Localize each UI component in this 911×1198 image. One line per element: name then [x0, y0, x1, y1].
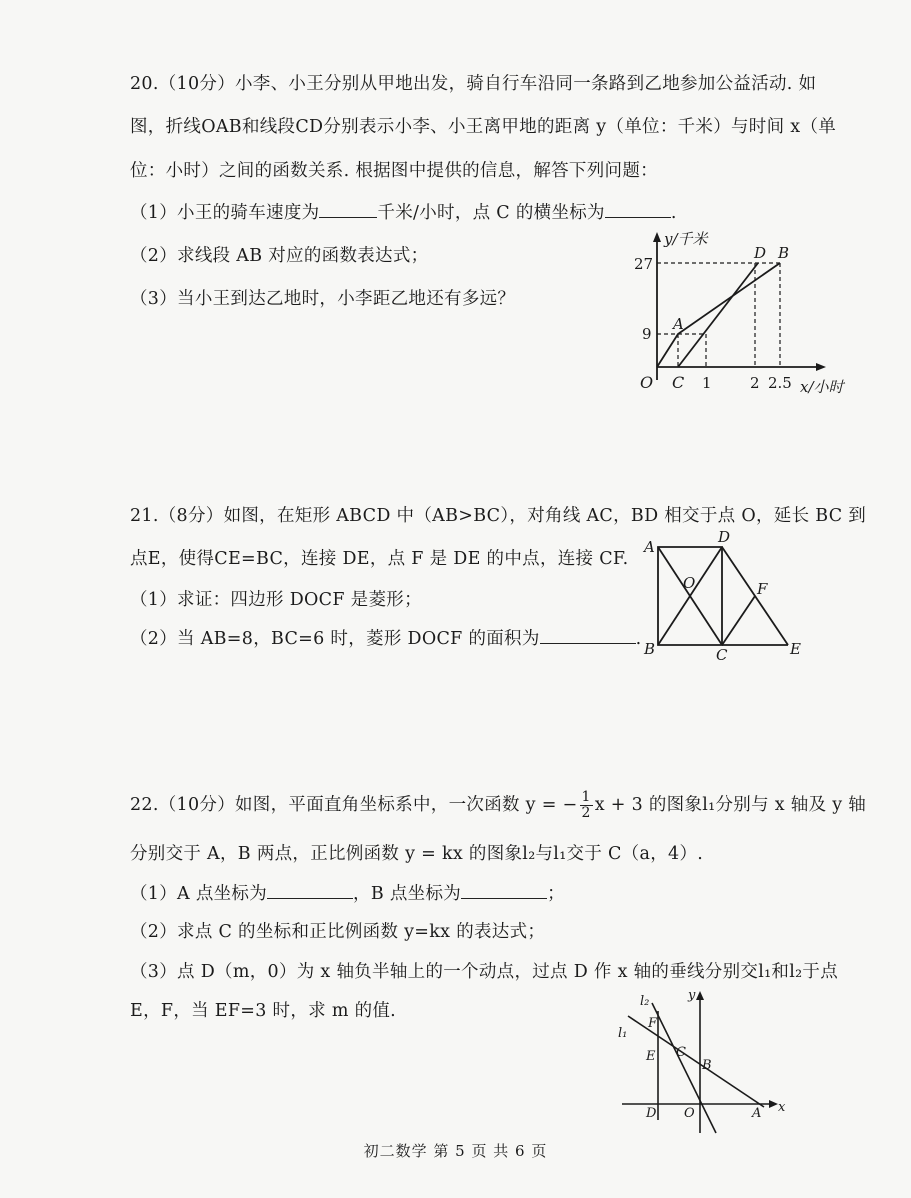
q22-line-1-text-a: 22.（10分）如图，平面直角坐标系中，一次函数 y = − — [130, 795, 578, 815]
q22-fraction — [580, 790, 593, 821]
q22-x-arrow-icon — [769, 1100, 778, 1108]
q22-fraction-den: 2 — [581, 805, 591, 821]
q22-part-3-line-2: E，F，当 EF=3 时，求 m 的值. — [130, 1001, 397, 1021]
q22-part-2: （2）求点 C 的坐标和正比例函数 y=kx 的表达式； — [130, 922, 546, 942]
q20-part-1-text-b: 千米/小时，点 C 的横坐标为 — [377, 203, 605, 223]
q22-part-1-text-b: ，B 点坐标为 — [353, 884, 462, 904]
q20-segment-cd — [678, 263, 758, 367]
q20-part-3: （3）当小王到达乙地时，小李距乙地还有多远？ — [130, 289, 516, 309]
q22-label-l2: l₂ — [640, 994, 650, 1009]
q21-part-2-text-b: . — [635, 629, 642, 649]
q20-label-a: A — [673, 315, 684, 333]
q20-part-2: （2）求线段 AB 对应的函数表达式； — [130, 246, 429, 266]
q21-part-2-text-a: （2）当 AB=8，BC=6 时，菱形 DOCF 的面积为 — [130, 629, 540, 649]
q20-tick-1: 1 — [702, 374, 712, 392]
q22-line-1-text-b: x + 3 的图象l₁分别与 x 轴及 y 轴 — [594, 795, 867, 815]
q20-part-1-text-a: （1）小王的骑车速度为 — [130, 203, 320, 223]
q22-part-3-line-1: （3）点 D（m，0）为 x 轴负半轴上的一个动点，过点 D 作 x 轴的垂线分别交l₁和l₂于点 — [130, 962, 839, 982]
q21-line-1: 21.（8分）如图，在矩形 ABCD 中（AB>BC），对角线 AC，BD 相交于点 O，延长 BC 到 — [130, 506, 867, 526]
q20-label-d: D — [754, 244, 767, 262]
q20-line-1: 20.（10分）小李、小王分别从甲地出发，骑自行车沿同一条路到乙地参加公益活动. 如 — [130, 74, 817, 94]
q20-line-3: 位：小时）之间的函数关系. 根据图中提供的信息，解答下列问题： — [130, 161, 658, 181]
q22-label-x: x — [778, 1100, 786, 1115]
q21-figure — [640, 528, 810, 664]
q20-x-axis-label: x/小时 — [800, 378, 844, 396]
q20-y-arrow-icon — [653, 232, 661, 242]
q20-x-arrow-icon — [816, 363, 826, 371]
q22-label-c: C — [676, 1045, 686, 1060]
q21-label-o: O — [683, 574, 696, 592]
q22-label-y: y — [688, 988, 696, 1003]
q22-y-arrow-icon — [696, 991, 704, 1000]
q22-fraction-num: 1 — [581, 789, 591, 805]
q22-label-f: F — [648, 1016, 658, 1031]
q22-label-d: D — [646, 1106, 657, 1121]
q22-figure — [612, 985, 802, 1135]
q22-label-b: B — [702, 1058, 712, 1073]
q20-graph — [630, 230, 860, 410]
q22-line-1 — [130, 790, 866, 821]
page-footer: 初二数学 第 5 页 共 6 页 — [363, 1142, 548, 1160]
q20-answer-blank-c[interactable] — [605, 199, 671, 218]
q22-label-o: O — [684, 1106, 695, 1121]
q20-tick-9: 9 — [642, 325, 652, 343]
q20-label-b: B — [778, 244, 790, 262]
q21-segment-cf — [722, 596, 755, 645]
q21-part-2 — [130, 625, 642, 650]
q21-label-c: C — [716, 646, 728, 664]
q21-label-d: D — [718, 528, 731, 546]
q21-label-b: B — [644, 640, 656, 658]
q20-line-2: 图，折线OAB和线段CD分别表示小李、小王离甲地的距离 y（单位：千米）与时间 x（单 — [130, 117, 837, 137]
q21-answer-blank-area[interactable] — [540, 625, 636, 644]
q20-label-o: O — [640, 373, 654, 392]
q21-label-a: A — [644, 538, 655, 556]
q20-tick-25: 2.5 — [768, 374, 792, 392]
q20-y-axis-label: y/千米 — [664, 230, 708, 248]
q22-answer-blank-b[interactable] — [461, 880, 547, 899]
q20-tick-27: 27 — [634, 255, 654, 273]
q20-part-1-text-c: . — [670, 203, 677, 223]
q21-part-1: （1）求证：四边形 DOCF 是菱形； — [130, 590, 422, 610]
q21-label-e: E — [790, 640, 801, 658]
q22-answer-blank-a[interactable] — [267, 880, 353, 899]
q22-line-2: 分别交于 A，B 两点，正比例函数 y = kx 的图象l₂与l₁交于 C（a，4）. — [130, 844, 704, 864]
q20-label-c: C — [672, 373, 685, 392]
q20-answer-blank-speed[interactable] — [319, 199, 377, 218]
q22-part-1 — [130, 880, 565, 905]
q22-part-1-text-c: ； — [547, 884, 565, 904]
q22-part-1-text-a: （1）A 点坐标为 — [130, 884, 268, 904]
q20-tick-2: 2 — [750, 374, 760, 392]
q22-label-a: A — [752, 1106, 762, 1121]
q21-line-2: 点E，使得CE=BC，连接 DE，点 F 是 DE 的中点，连接 CF. — [130, 549, 629, 569]
q20-part-1 — [130, 199, 677, 224]
q22-label-l1: l₁ — [618, 1026, 628, 1041]
q21-label-f: F — [757, 580, 768, 598]
q22-label-e: E — [646, 1049, 656, 1064]
